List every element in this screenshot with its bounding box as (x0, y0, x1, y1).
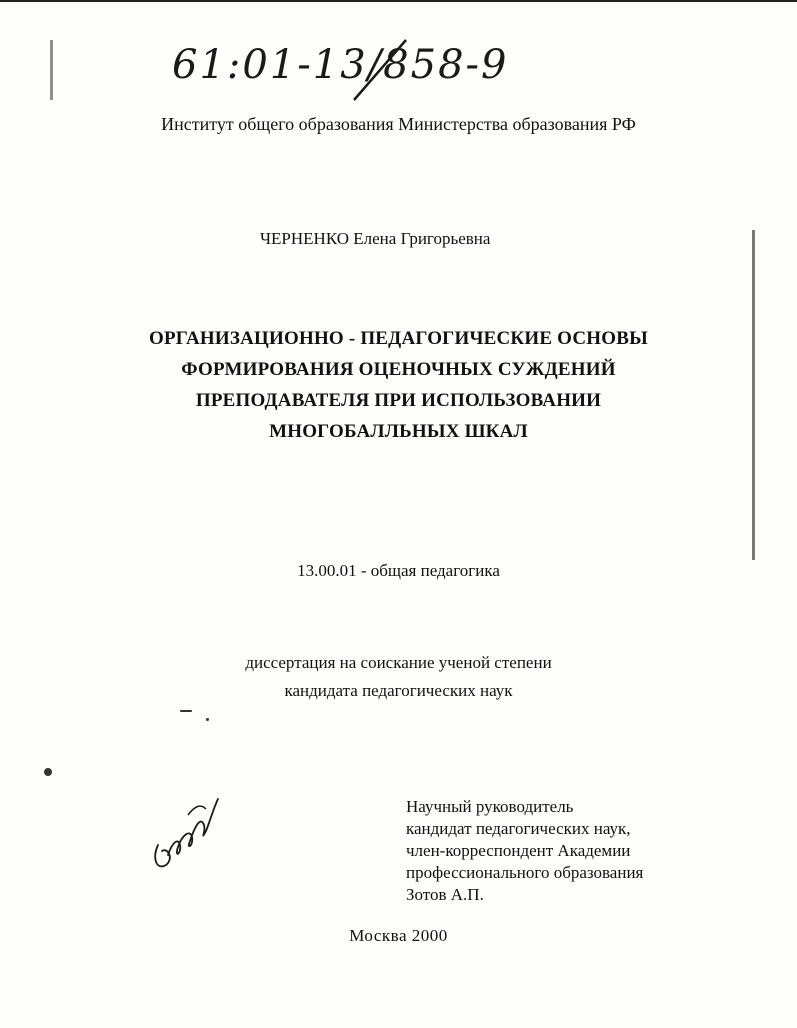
supervisor-line: член-корреспондент Академии (406, 841, 631, 860)
title-line: ФОРМИРОВАНИЯ ОЦЕНОЧНЫХ СУЖДЕНИЙ (181, 359, 616, 380)
archive-number: 61:01-13/858-9 (172, 42, 509, 88)
archive-slash-stroke (340, 36, 420, 106)
scan-edge-left (50, 40, 53, 100)
supervisor-line: профессионального образования (406, 863, 644, 882)
author-name: ЧЕРНЕНКО Елена Григорьевна (260, 229, 491, 248)
supervisor-line: кандидат педагогических наук, (406, 819, 631, 838)
scan-speck (206, 718, 209, 721)
dissertation-title (0, 323, 797, 447)
degree-line: диссертация на соискание ученой степени (245, 653, 552, 672)
signature (148, 785, 228, 880)
supervisor-line: Научный руководитель (406, 797, 574, 816)
scan-speck (44, 768, 52, 776)
scan-speck (180, 710, 192, 712)
title-line: ПРЕПОДАВАТЕЛЯ ПРИ ИСПОЛЬЗОВАНИИ (195, 390, 602, 411)
title-line: МНОГОБАЛЛЬНЫХ ШКАЛ (269, 421, 528, 442)
city-year: Москва 2000 (349, 926, 448, 945)
scan-edge-top (0, 0, 797, 2)
supervisor-name: Зотов А.П. (406, 885, 484, 904)
supervisor-block (406, 796, 643, 906)
institute-name: Институт общего образования Министерства образования РФ (161, 114, 636, 134)
specialty-code: 13.00.01 - общая педагогика (297, 561, 500, 580)
degree-line: кандидата педагогических наук (284, 681, 513, 700)
title-line: ОРГАНИЗАЦИОННО - ПЕДАГОГИЧЕСКИЕ ОСНОВЫ (149, 328, 648, 349)
degree-statement (0, 649, 797, 705)
